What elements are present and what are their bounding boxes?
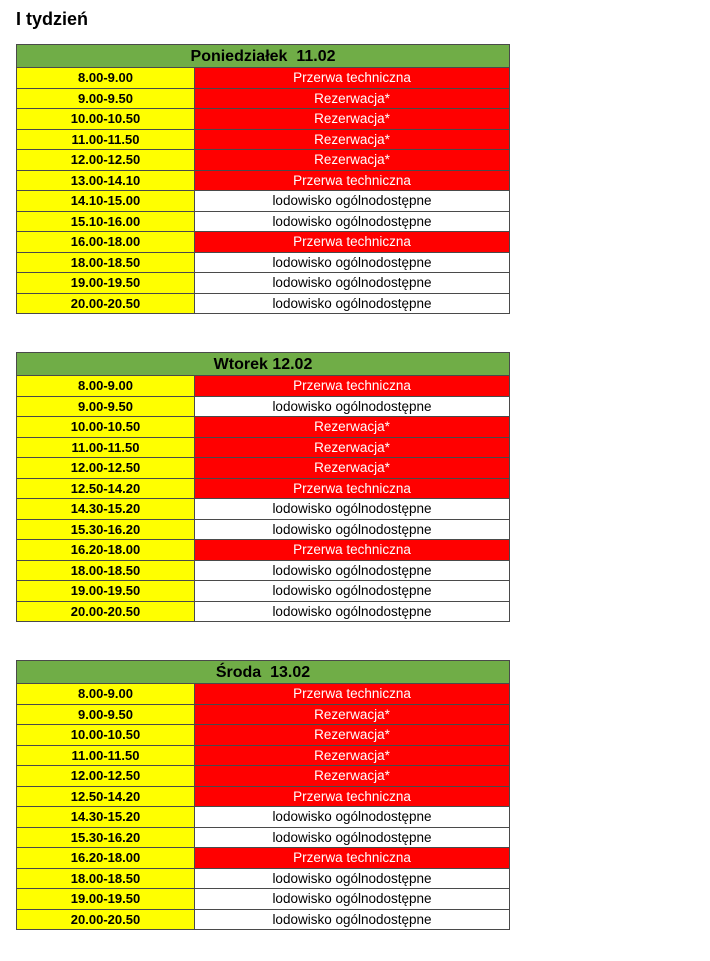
- table-row: [16, 889, 510, 910]
- slot-status-cell: Rezerwacja*: [195, 458, 509, 478]
- table-row: [16, 68, 510, 89]
- table-row: [16, 561, 510, 582]
- time-slot-cell: 20.00-20.50: [17, 910, 195, 930]
- day-schedule-monday: [16, 44, 510, 314]
- time-slot-cell: 10.00-10.50: [17, 725, 195, 745]
- table-row: [16, 109, 510, 130]
- slot-status-cell: lodowisko ogólnodostępne: [195, 212, 509, 232]
- slot-status-cell: lodowisko ogólnodostępne: [195, 869, 509, 889]
- time-slot-cell: 14.30-15.20: [17, 499, 195, 519]
- slot-status-cell: lodowisko ogólnodostępne: [195, 499, 509, 519]
- table-row: [16, 848, 510, 869]
- day-header: Wtorek 12.02: [16, 352, 510, 376]
- slot-status-cell: Przerwa techniczna: [195, 787, 509, 807]
- time-slot-cell: 8.00-9.00: [17, 376, 195, 396]
- table-row: [16, 684, 510, 705]
- slot-status-cell: Przerwa techniczna: [195, 540, 509, 560]
- slot-status-cell: Rezerwacja*: [195, 705, 509, 725]
- time-slot-cell: 11.00-11.50: [17, 746, 195, 766]
- slot-status-cell: lodowisko ogólnodostępne: [195, 294, 509, 314]
- day-header: Poniedziałek 11.02: [16, 44, 510, 68]
- time-slot-cell: 9.00-9.50: [17, 89, 195, 109]
- slot-status-cell: Rezerwacja*: [195, 438, 509, 458]
- slot-status-cell: lodowisko ogólnodostępne: [195, 889, 509, 909]
- slot-status-cell: Przerwa techniczna: [195, 232, 509, 252]
- slot-status-cell: Rezerwacja*: [195, 109, 509, 129]
- slot-list: [16, 684, 510, 930]
- table-row: [16, 376, 510, 397]
- slot-status-cell: Przerwa techniczna: [195, 848, 509, 868]
- time-slot-cell: 14.30-15.20: [17, 807, 195, 827]
- time-slot-cell: 16.00-18.00: [17, 232, 195, 252]
- table-row: [16, 253, 510, 274]
- slot-status-cell: Rezerwacja*: [195, 725, 509, 745]
- slot-status-cell: Rezerwacja*: [195, 766, 509, 786]
- slot-status-cell: lodowisko ogólnodostępne: [195, 581, 509, 601]
- time-slot-cell: 10.00-10.50: [17, 109, 195, 129]
- time-slot-cell: 8.00-9.00: [17, 684, 195, 704]
- slot-status-cell: Rezerwacja*: [195, 150, 509, 170]
- slot-status-cell: Rezerwacja*: [195, 746, 509, 766]
- slot-list: [16, 68, 510, 314]
- slot-status-cell: lodowisko ogólnodostępne: [195, 253, 509, 273]
- time-slot-cell: 18.00-18.50: [17, 869, 195, 889]
- slot-status-cell: lodowisko ogólnodostępne: [195, 397, 509, 417]
- table-row: [16, 746, 510, 767]
- slot-status-cell: Rezerwacja*: [195, 130, 509, 150]
- table-row: [16, 232, 510, 253]
- slot-status-cell: Przerwa techniczna: [195, 684, 509, 704]
- table-row: [16, 766, 510, 787]
- table-row: [16, 171, 510, 192]
- time-slot-cell: 15.10-16.00: [17, 212, 195, 232]
- time-slot-cell: 12.50-14.20: [17, 787, 195, 807]
- table-row: [16, 540, 510, 561]
- slot-status-cell: Przerwa techniczna: [195, 479, 509, 499]
- slot-status-cell: Rezerwacja*: [195, 417, 509, 437]
- table-row: [16, 479, 510, 500]
- table-row: [16, 294, 510, 315]
- time-slot-cell: 12.00-12.50: [17, 150, 195, 170]
- table-row: [16, 787, 510, 808]
- table-row: [16, 212, 510, 233]
- table-row: [16, 807, 510, 828]
- time-slot-cell: 15.30-16.20: [17, 520, 195, 540]
- table-row: [16, 602, 510, 623]
- day-schedule-tuesday: [16, 352, 510, 622]
- table-row: [16, 273, 510, 294]
- slot-status-cell: lodowisko ogólnodostępne: [195, 273, 509, 293]
- table-row: [16, 869, 510, 890]
- slot-status-cell: Przerwa techniczna: [195, 171, 509, 191]
- time-slot-cell: 18.00-18.50: [17, 561, 195, 581]
- table-row: [16, 130, 510, 151]
- table-row: [16, 417, 510, 438]
- table-row: [16, 191, 510, 212]
- time-slot-cell: 16.20-18.00: [17, 848, 195, 868]
- slot-status-cell: lodowisko ogólnodostępne: [195, 807, 509, 827]
- time-slot-cell: 19.00-19.50: [17, 581, 195, 601]
- time-slot-cell: 20.00-20.50: [17, 294, 195, 314]
- table-row: [16, 458, 510, 479]
- day-header: Środa 13.02: [16, 660, 510, 684]
- table-row: [16, 828, 510, 849]
- table-row: [16, 705, 510, 726]
- table-row: [16, 725, 510, 746]
- table-row: [16, 89, 510, 110]
- table-row: [16, 397, 510, 418]
- time-slot-cell: 10.00-10.50: [17, 417, 195, 437]
- time-slot-cell: 14.10-15.00: [17, 191, 195, 211]
- time-slot-cell: 19.00-19.50: [17, 889, 195, 909]
- time-slot-cell: 15.30-16.20: [17, 828, 195, 848]
- time-slot-cell: 8.00-9.00: [17, 68, 195, 88]
- time-slot-cell: 16.20-18.00: [17, 540, 195, 560]
- time-slot-cell: 9.00-9.50: [17, 705, 195, 725]
- time-slot-cell: 18.00-18.50: [17, 253, 195, 273]
- slot-status-cell: lodowisko ogólnodostępne: [195, 828, 509, 848]
- slot-status-cell: lodowisko ogólnodostępne: [195, 602, 509, 622]
- time-slot-cell: 9.00-9.50: [17, 397, 195, 417]
- table-row: [16, 520, 510, 541]
- time-slot-cell: 13.00-14.10: [17, 171, 195, 191]
- slot-status-cell: lodowisko ogólnodostępne: [195, 561, 509, 581]
- day-schedule-wednesday: [16, 660, 510, 930]
- slot-status-cell: lodowisko ogólnodostępne: [195, 191, 509, 211]
- time-slot-cell: 11.00-11.50: [17, 130, 195, 150]
- table-row: [16, 150, 510, 171]
- table-row: [16, 499, 510, 520]
- time-slot-cell: 12.50-14.20: [17, 479, 195, 499]
- time-slot-cell: 19.00-19.50: [17, 273, 195, 293]
- time-slot-cell: 12.00-12.50: [17, 766, 195, 786]
- time-slot-cell: 12.00-12.50: [17, 458, 195, 478]
- table-row: [16, 910, 510, 931]
- slot-list: [16, 376, 510, 622]
- slot-status-cell: Przerwa techniczna: [195, 376, 509, 396]
- slot-status-cell: lodowisko ogólnodostępne: [195, 520, 509, 540]
- table-row: [16, 438, 510, 459]
- slot-status-cell: lodowisko ogólnodostępne: [195, 910, 509, 930]
- slot-status-cell: Przerwa techniczna: [195, 68, 509, 88]
- page-title: I tydzień: [16, 9, 89, 29]
- table-row: [16, 581, 510, 602]
- time-slot-cell: 11.00-11.50: [17, 438, 195, 458]
- slot-status-cell: Rezerwacja*: [195, 89, 509, 109]
- time-slot-cell: 20.00-20.50: [17, 602, 195, 622]
